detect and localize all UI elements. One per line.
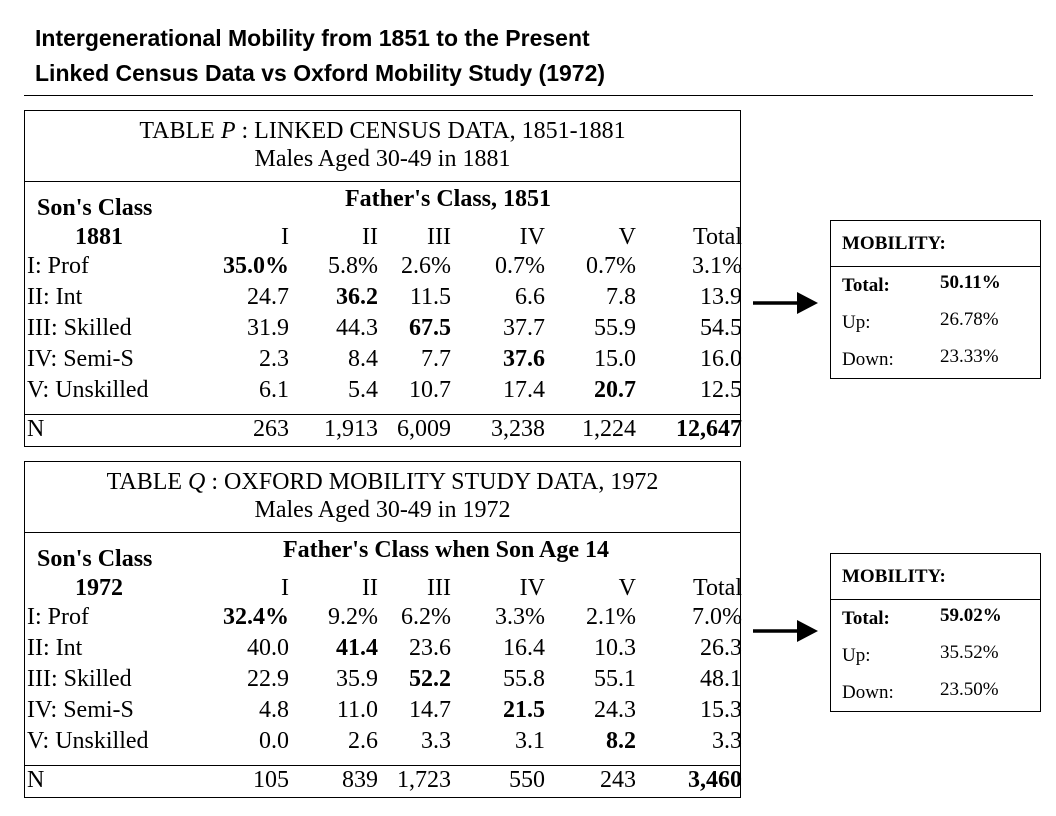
table-cell: 7.8 — [606, 284, 636, 310]
row-label: IV: Semi-S — [27, 697, 134, 723]
mobility-title: MOBILITY: — [842, 566, 946, 587]
table-body — [25, 533, 740, 766]
n-value: 12,647 — [676, 416, 742, 442]
row-label: I: Prof — [27, 604, 89, 630]
table-cell: 52.2 — [409, 666, 451, 692]
page-subtitle: Linked Census Data vs Oxford Mobility Study (1972) — [35, 60, 606, 86]
column-header: IV — [519, 224, 545, 250]
table-cell: 17.4 — [503, 377, 545, 403]
mobility-title: MOBILITY: — [842, 233, 946, 254]
mobility-value: 26.78% — [940, 309, 999, 330]
mobility-row — [831, 600, 1040, 637]
table-cell: 6.6 — [515, 284, 545, 310]
table-cell: 31.9 — [247, 315, 289, 341]
column-header: Total — [693, 224, 742, 250]
table-cell: 3.1% — [692, 253, 742, 279]
n-value: 839 — [342, 767, 378, 793]
fathers-class-label: Father's Class when Son Age 14 — [283, 537, 610, 563]
column-header: II — [362, 575, 378, 601]
table-cell: 11.5 — [409, 284, 451, 310]
sons-class-label: Son's Class — [37, 546, 153, 572]
table-cell: 2.3 — [259, 346, 289, 372]
mobility-row — [831, 267, 1040, 304]
n-value: 243 — [600, 767, 636, 793]
table-cell: 48.1 — [700, 666, 742, 692]
table-cell: 11.0 — [336, 697, 378, 723]
table-title: TABLE Q : OXFORD MOBILITY STUDY DATA, 1972 — [106, 469, 659, 495]
table-cell: 55.1 — [594, 666, 636, 692]
table-title: TABLE P : LINKED CENSUS DATA, 1851-1881 — [139, 118, 626, 144]
table-cell: 23.6 — [409, 635, 451, 661]
mobility-row — [831, 674, 1040, 711]
mobility-label: Up: — [842, 312, 871, 333]
table-cell: 2.6 — [348, 728, 378, 754]
table-cell: 67.5 — [409, 315, 451, 341]
table-cell: 16.4 — [503, 635, 545, 661]
table-cell: 7.0% — [692, 604, 742, 630]
table-cell: 24.7 — [247, 284, 289, 310]
mobility-box-q — [830, 553, 1041, 712]
table-cell: 54.5 — [700, 315, 742, 341]
table-cell: 24.3 — [594, 697, 636, 723]
mobility-value: 23.33% — [940, 346, 999, 367]
table-cell: 8.2 — [606, 728, 636, 754]
mobility-value: 35.52% — [940, 642, 999, 663]
table-cell: 15.0 — [594, 346, 636, 372]
table-cell: 55.8 — [503, 666, 545, 692]
table-subtitle: Males Aged 30-49 in 1972 — [254, 497, 511, 523]
row-label: III: Skilled — [27, 315, 132, 341]
fathers-class-label: Father's Class, 1851 — [345, 186, 551, 212]
row-label: II: Int — [27, 635, 83, 661]
sons-class-year: 1972 — [75, 575, 123, 601]
n-value: 1,913 — [324, 416, 378, 442]
table-cell: 20.7 — [594, 377, 636, 403]
n-label: N — [27, 767, 45, 793]
table-cell: 37.7 — [503, 315, 545, 341]
row-label: II: Int — [27, 284, 83, 310]
table-cell: 13.9 — [700, 284, 742, 310]
table-cell: 8.4 — [348, 346, 378, 372]
n-value: 3,238 — [491, 416, 545, 442]
sons-class-year: 1881 — [75, 224, 123, 250]
mobility-rows — [831, 267, 1040, 378]
column-header: IV — [519, 575, 545, 601]
table-cell: 40.0 — [247, 635, 289, 661]
table-cell: 55.9 — [594, 315, 636, 341]
table-cell: 32.4% — [223, 604, 289, 630]
table-p — [24, 110, 741, 447]
table-cell: 10.3 — [594, 635, 636, 661]
column-header: V — [618, 575, 636, 601]
table-cell: 5.4 — [348, 377, 378, 403]
right-arrow-icon — [751, 289, 821, 317]
mobility-row — [831, 341, 1040, 378]
table-n-row — [25, 766, 740, 797]
table-cell: 0.7% — [495, 253, 545, 279]
sons-class-label: Son's Class — [37, 195, 153, 221]
table-cell: 0.0 — [259, 728, 289, 754]
table-cell: 9.2% — [328, 604, 378, 630]
table-cell: 5.8% — [328, 253, 378, 279]
table-cell: 16.0 — [700, 346, 742, 372]
table-q — [24, 461, 741, 798]
n-value: 105 — [253, 767, 289, 793]
table-cell: 4.8 — [259, 697, 289, 723]
mobility-header — [831, 221, 1040, 267]
mobility-label: Up: — [842, 645, 871, 666]
mobility-label: Down: — [842, 349, 894, 370]
mobility-row — [831, 637, 1040, 674]
column-header: III — [427, 575, 451, 601]
mobility-value: 50.11% — [940, 272, 1001, 293]
table-cell: 3.1 — [515, 728, 545, 754]
row-label: I: Prof — [27, 253, 89, 279]
table-cell: 22.9 — [247, 666, 289, 692]
mobility-value: 59.02% — [940, 605, 1002, 626]
column-header: V — [618, 224, 636, 250]
table-cell: 15.3 — [700, 697, 742, 723]
mobility-label: Total: — [842, 608, 890, 629]
table-subtitle: Males Aged 30-49 in 1881 — [254, 146, 511, 172]
table-cell: 6.2% — [401, 604, 451, 630]
table-cell: 10.7 — [409, 377, 451, 403]
mobility-box-p — [830, 220, 1041, 379]
title-divider — [24, 95, 1033, 96]
n-value: 6,009 — [397, 416, 451, 442]
table-cell: 2.1% — [586, 604, 636, 630]
mobility-row — [831, 304, 1040, 341]
mobility-header — [831, 554, 1040, 600]
table-cell: 3.3 — [712, 728, 742, 754]
table-cell: 26.3 — [700, 635, 742, 661]
n-value: 3,460 — [688, 767, 742, 793]
column-header: II — [362, 224, 378, 250]
row-label: III: Skilled — [27, 666, 132, 692]
table-cell: 44.3 — [336, 315, 378, 341]
table-cell: 3.3 — [421, 728, 451, 754]
table-cell: 0.7% — [586, 253, 636, 279]
column-header: Total — [693, 575, 742, 601]
table-header — [25, 111, 740, 182]
table-header — [25, 462, 740, 533]
table-cell: 7.7 — [421, 346, 451, 372]
n-value: 263 — [253, 416, 289, 442]
row-label: V: Unskilled — [27, 377, 149, 403]
n-value: 1,224 — [582, 416, 636, 442]
column-header: I — [281, 575, 289, 601]
table-cell: 37.6 — [503, 346, 545, 372]
mobility-label: Down: — [842, 682, 894, 703]
page-title: Intergenerational Mobility from 1851 to the Present — [35, 25, 590, 51]
table-cell: 41.4 — [336, 635, 378, 661]
column-header: I — [281, 224, 289, 250]
right-arrow-icon — [751, 617, 821, 645]
table-cell: 35.9 — [336, 666, 378, 692]
row-label: V: Unskilled — [27, 728, 149, 754]
row-label: IV: Semi-S — [27, 346, 134, 372]
table-cell: 3.3% — [495, 604, 545, 630]
n-value: 1,723 — [397, 767, 451, 793]
n-value: 550 — [509, 767, 545, 793]
table-n-row — [25, 415, 740, 446]
column-header: III — [427, 224, 451, 250]
table-cell: 2.6% — [401, 253, 451, 279]
table-cell: 12.5 — [700, 377, 742, 403]
table-body — [25, 182, 740, 415]
table-cell: 14.7 — [409, 697, 451, 723]
n-label: N — [27, 416, 45, 442]
table-cell: 36.2 — [336, 284, 378, 310]
table-cell: 35.0% — [223, 253, 289, 279]
table-cell: 6.1 — [259, 377, 289, 403]
mobility-label: Total: — [842, 275, 890, 296]
mobility-rows — [831, 600, 1040, 711]
table-cell: 21.5 — [503, 697, 545, 723]
mobility-value: 23.50% — [940, 679, 999, 700]
